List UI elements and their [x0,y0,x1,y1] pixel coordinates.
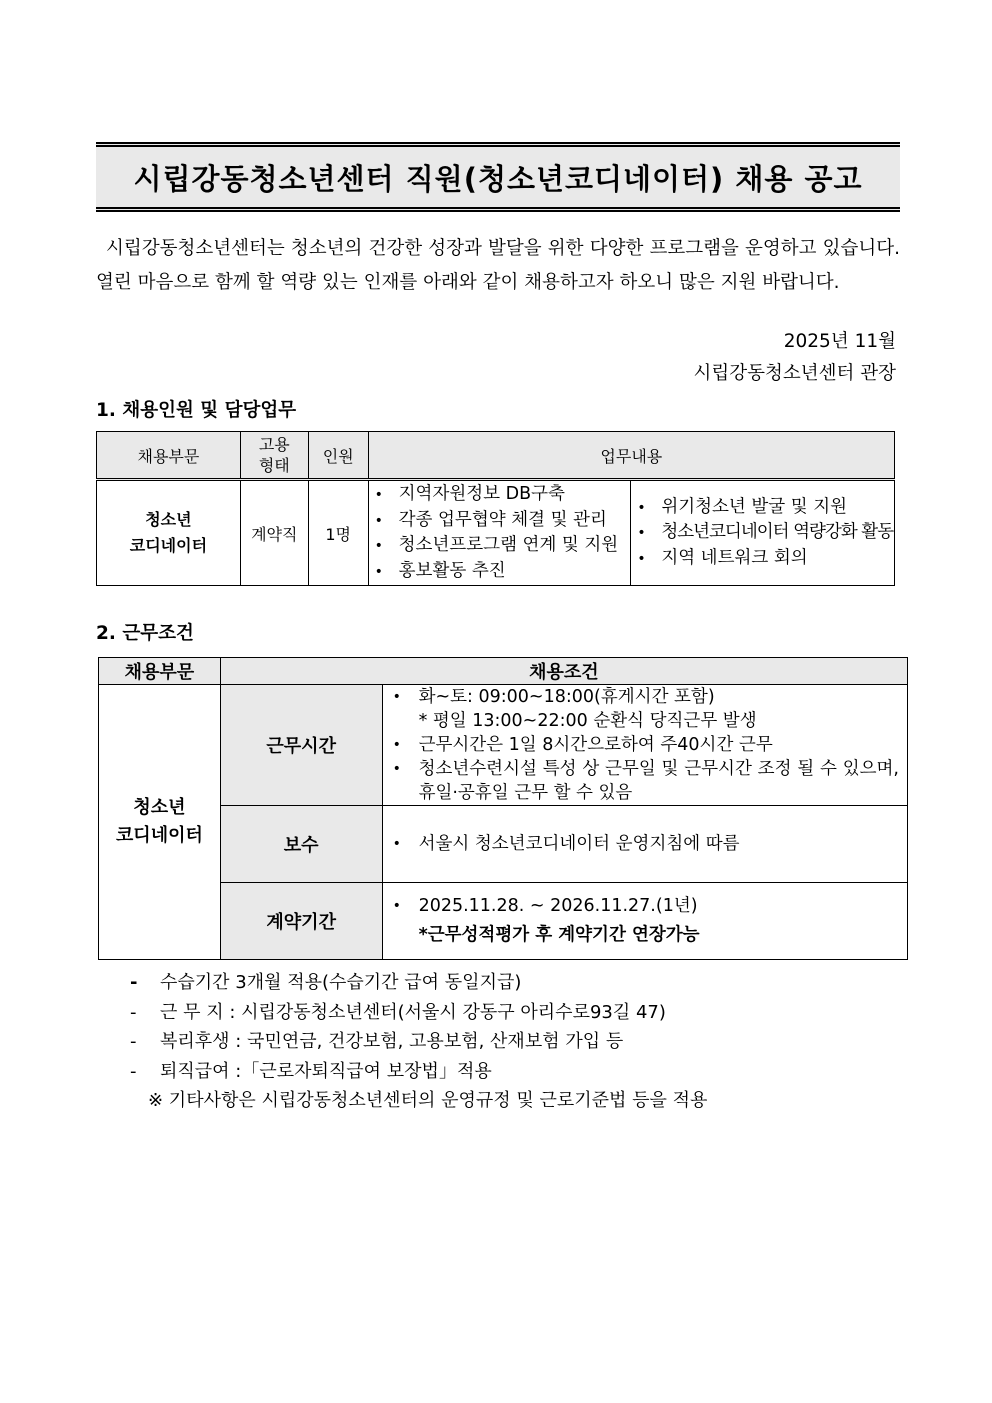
header-type-line2: 형태 [258,456,290,475]
period-label: 계약기간 [220,883,382,960]
hours-item: • 근무시간은 1일 8시간으로하여 주40시간 근무 [391,733,899,757]
note-text: 퇴직급여 :「근로자퇴직급여 보장법」적용 [160,1060,492,1082]
note-item [130,1027,707,1057]
period-item: • 2025.11.28. ~ 2026.11.27.(1년) [391,892,899,921]
hours-subitem: * 평일 13:00~22:00 순환식 당직근무 발생 [418,711,757,731]
dash-bullet: - [130,1001,137,1023]
note-item [130,998,707,1028]
hours-item: • 화~토: 09:00~18:00(휴게시간 포함) [391,685,899,709]
dash-bullet: - [130,972,138,993]
count-cell: 1명 [308,480,368,586]
pay-cell [382,806,907,883]
table-row [99,806,908,883]
hours-label: 근무시간 [220,685,382,806]
dept-line2: 코디네이터 [129,536,208,555]
duty-item: • 청소년코디네이터 역량강화 활동 [637,520,894,546]
issuer: 시립강동청소년센터 관장 [693,363,896,384]
dept-line1: 청소년 [133,797,186,818]
intro-paragraph: 시립강동청소년센터는 청소년의 건강한 성장과 발달을 위한 다양한 프로그램을 운영하고 있습니다. 열린 마음으로 함께 할 역량 있는 인재를 아래와 같이 채용하고자 하오니 많은 지원 바랍니다. [96,238,900,293]
note-text: 근 무 지 : 시립강동청소년센터(서울시 강동구 아리수로93길 47) [160,1001,666,1023]
header-duties: 업무내용 [368,432,894,480]
period-cell [382,883,907,960]
hours-cell [382,685,907,806]
dash-bullet: - [130,1060,137,1082]
title-banner [96,142,900,212]
duties-right-cell [631,480,895,586]
header-dept: 채용부문 [97,432,241,480]
section1-title: 1. 채용인원 및 담당업무 [96,400,297,421]
duty-item: • 홍보활동 추진 [375,559,631,585]
table-row [99,883,908,960]
issue-date: 2025년 11월 [783,331,896,352]
dash-bullet: - [130,1031,137,1052]
header-type-line1: 고용 [258,435,290,454]
dateline [694,326,896,390]
header-conditions: 채용조건 [220,658,907,685]
pay-label: 보수 [220,806,382,883]
table-header-row [99,658,908,685]
header-dept: 채용부문 [99,658,221,685]
note-text: 수습기간 3개월 적용(수습기간 급여 동일지급) [160,972,522,993]
reference-note: ※ 기타사항은 시립강동청소년센터의 운영규정 및 근로기준법 등을 적용 [148,1090,708,1111]
duty-item: • 위기청소년 발굴 및 지원 [637,495,894,521]
duty-item: • 각종 업무협약 체결 및 관리 [375,508,631,534]
dept-cell [97,480,241,586]
hours-item: • 청소년수련시설 특성 상 근무일 및 근무시간 조정 될 수 있으며, 휴일·공휴일 근무 할 수 있음 [391,757,899,805]
pay-item: • 서울시 청소년코디네이터 운영지침에 따름 [391,832,899,856]
duty-item: • 청소년프로그램 연계 및 지원 [375,533,631,559]
header-count: 인원 [308,432,368,480]
duties-left-cell [368,480,631,586]
dept-line2: 코디네이터 [115,825,203,846]
table-header-row [97,432,895,480]
dept-cell [99,685,221,960]
note-item [130,1057,707,1087]
table-row [97,480,895,586]
note-item [130,968,707,998]
table-row [99,685,908,806]
page-title: 시립강동청소년센터 직원(청소년코디네이터) 채용 공고 [133,161,863,196]
header-type [240,432,308,480]
recruitment-table [96,431,895,586]
conditions-table [98,657,908,960]
duty-item: • 지역 네트워크 회의 [637,546,894,572]
note-text: 복리후생 : 국민연금, 건강보험, 고용보험, 산재보험 가입 등 [160,1031,624,1052]
section2-title: 2. 근무조건 [96,623,194,644]
dept-line1: 청소년 [145,510,192,529]
duty-item: • 지역자원정보 DB구축 [375,482,631,508]
period-note: *근무성적평가 후 계약기간 연장가능 [418,925,700,945]
notes-list [130,968,707,1116]
type-cell: 계약직 [240,480,308,586]
